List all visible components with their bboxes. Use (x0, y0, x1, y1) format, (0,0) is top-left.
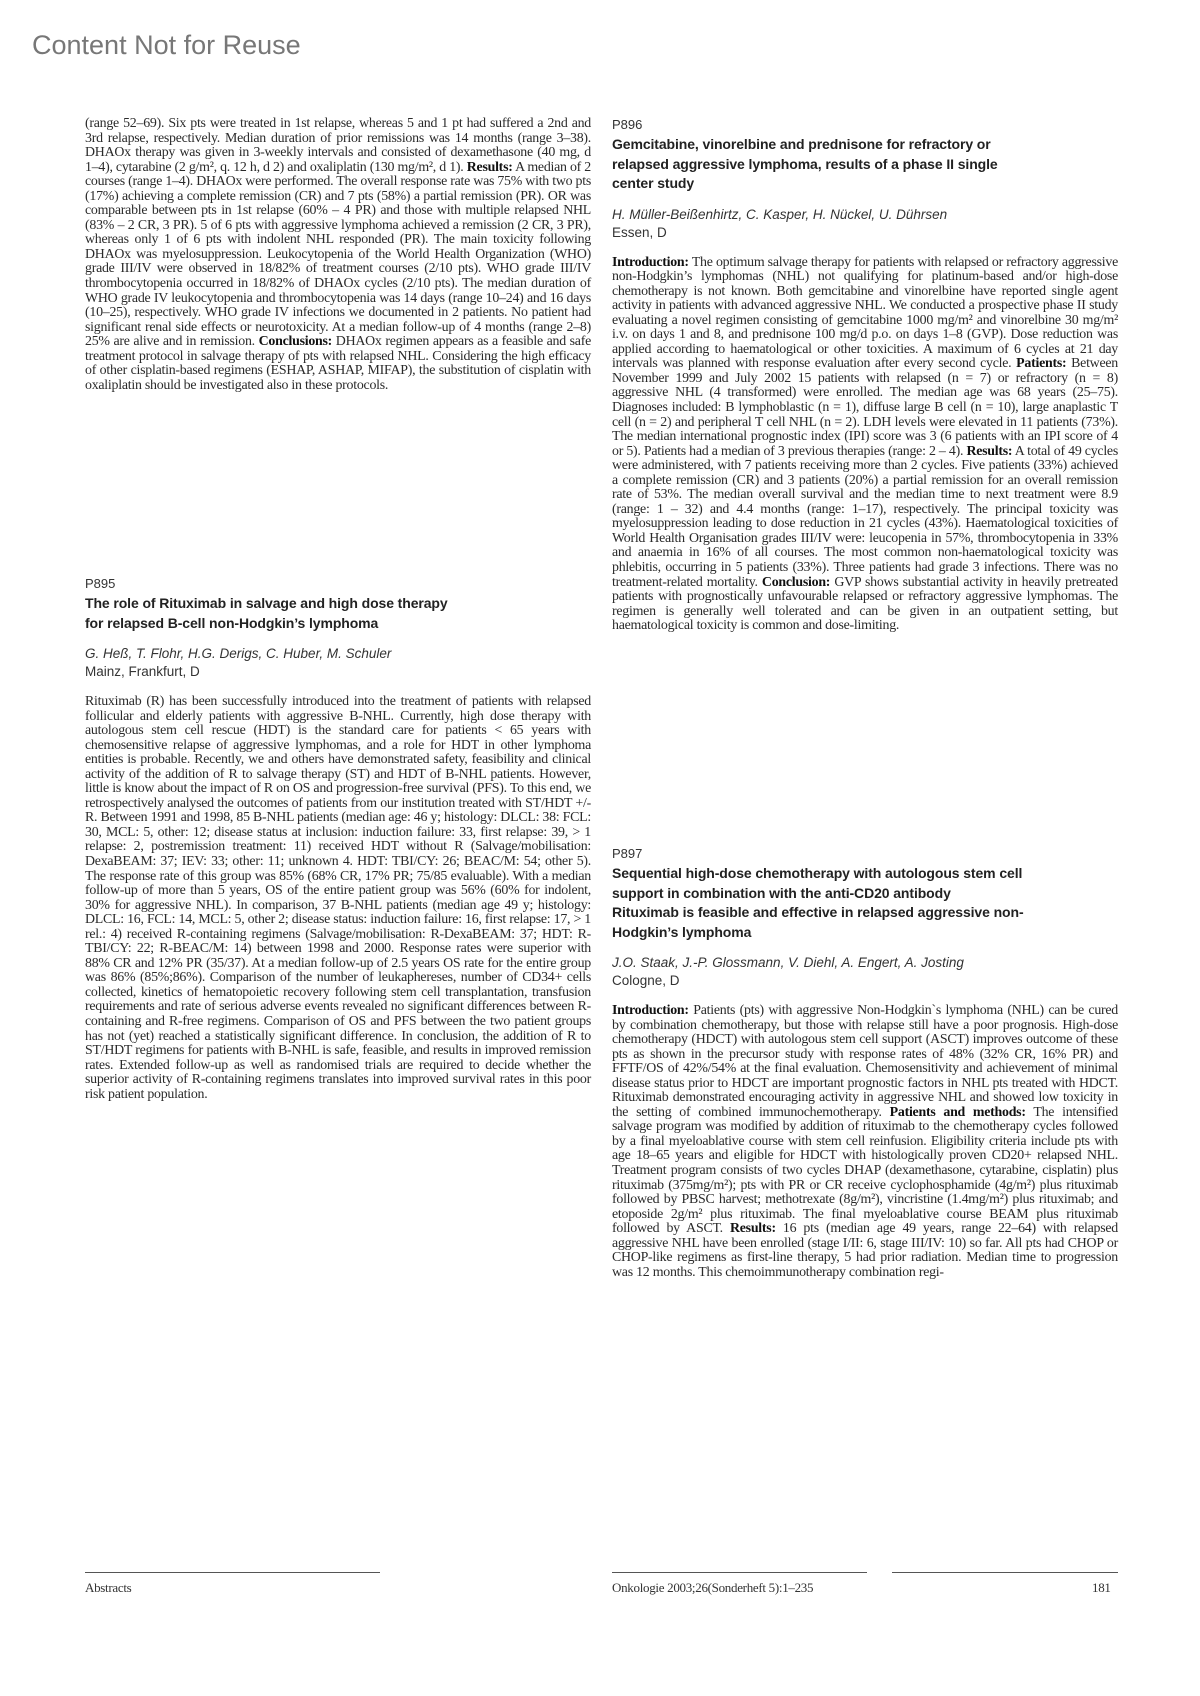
title-line: Sequential high-dose chemotherapy with autologous stem cell (612, 865, 1023, 881)
abstract-title (612, 135, 1118, 194)
abstract-body (85, 695, 591, 1102)
abstract-p896 (612, 117, 1118, 634)
abstract-id: P897 (612, 846, 643, 861)
title-line: Gemcitabine, vinorelbine and prednisone for refractory or (612, 136, 991, 152)
body-text: The intensified salvage program was modified by addition of rituximab to the chemotherapy cycles followed by a final myeloablative course with stem cell reinfusion. Eligibility criteria include pts with age 18–65 years and eligible for HDCT with histologically proven CD20+ relapsed NHL. Treatment program consists of two cycles DHAP (dexamethasone, cytarabine, cisplatin) plus rituximab (375mg/m²); pts with PR or CR receive cyclophosphamide (4g/m²) plus rituximab followed by PBSC harvest; methotrexate (8g/m²), vincristine (1.4mg/m²) plus rituximab; and etoposide 2g/m² plus rituximab. The final myeloablative course BEAM plus rituximab followed by ASCT. (612, 1104, 1118, 1237)
body-text: Between November 1999 and July 2002 15 patients with relapsed (n = 7) or refractory (n = 8) aggressive NHL (4 transformed) were enrolled. The median age was 68 years (25–75). Diagnoses included: B lymphoblastic (n = 1), diffuse large B cell (n = 10), large anaplastic T cell (n = 2) and peripheral T cell NHL (n = 2). LDH levels were elevated in 11 patients (73%). The median international prognostic index (IPI) score was 3 (6 patients with an IPI score of 4 or 5). Patients had a median of 3 previous therapies (range: 2 – 4). (612, 356, 1118, 459)
body-text: (range 52–69). Six pts were treated in 1st relapse, whereas 5 and 1 pt had suffered a 2nd and 3rd relapse, respectively. Median duration of prior remissions was 14 months (range 3–38). DHAOx therapy was given in 3-weekly intervals and consisted of dexamethasone (40 mg, d 1–4), cytarabine (2 g/m², q. 12 h, d 2) and oxaliplatin (130 mg/m², d 1). (85, 116, 591, 175)
section-label: Results: (466, 159, 513, 175)
abstract-title (85, 594, 591, 633)
section-label: Patients and methods: (889, 1104, 1026, 1120)
abstract-body (612, 1004, 1118, 1280)
watermark: Content Not for Reuse (32, 30, 301, 60)
footer-section: Abstracts (85, 1580, 132, 1595)
abstract-affiliation: Mainz, Frankfurt, D (85, 664, 200, 679)
page-number: 181 (1092, 1580, 1111, 1595)
footer-rule (892, 1572, 1118, 1573)
body-text: Patients (pts) with aggressive Non-Hodgkin`s lymphoma (NHL) can be cured by combination chemotherapy, but those with relapse still have a poor prognosis. High-dose chemotherapy (HDCT) with autologous stem cell support (ASCT) improves outcome of these pts as shown in the precursor study with response rates of 48% (32% CR, 16% PR) and FFTF/OS of 42%/54% at the final evaluation. Chemosensitivity and achievement of minimal disease status prior to HDCT are important prognostic factors in NHL pts treated with HDCT. Rituximab demonstrated encouraging activity in aggressive NHL and showed low toxicity in the setting of combined immunochemotherapy. (612, 1003, 1118, 1120)
abstract-id: P895 (85, 576, 116, 591)
abstract-paragraph (612, 256, 1118, 634)
title-line: relapsed aggressive lymphoma, results of a phase II single (612, 155, 998, 172)
abstract-title (612, 864, 1118, 942)
body-text: The optimum salvage therapy for patients with relapsed or refractory aggressive non-Hodgkin’s lymphomas (NHL) not qualifying for platinum-based and/or high-dose chemotherapy is not known. Both gemcitabine and vinorelbine have reported single agent activity in patients with advanced aggressive NHL. We conducted a prospective phase II study evaluating a novel regimen consisting of gemcitabine 1000 mg/m² and vinorelbine 30 mg/m² i.v. on days 1 and 8, and prednisone 100 mg/d p.o. on days 1–8 (GVP). Dose reduction was applied according to haematological or other toxicities. A maximum of 6 cycles at 21 day intervals was planned with response evaluation after every second cycle. (612, 254, 1118, 372)
abstract-p895 (85, 576, 591, 1102)
abstract-authors: G. Heß, T. Flohr, H.G. Derigs, C. Huber, M. Schuler (85, 646, 392, 661)
section-label: Patients: (1016, 356, 1067, 372)
abstract-paragraph (85, 695, 591, 1102)
title-line: support in combination with the anti-CD20 antibody (612, 884, 951, 901)
continuation-abstract (85, 117, 591, 393)
body-text: Rituximab (R) has been successfully introduced into the treatment of patients with relapsed follicular and elderly patients with aggressive B-NHL. Currently, high dose therapy with autologous stem cell rescue (HDT) is the standard care for patients < 65 years with chemosensitive relapse of aggressive lymphomas, and a role for HDT in other lymphoma entities is probable. Recently, we and others have demonstrated safety, feasibility and clinical activity of the addition of R to salvage therapy (ST) and HDT of B-NHL patients. However, little is know about the impact of R on OS and progression-free survival (PFS). To this end, we retrospectively analysed the outcomes of patients from our institution treated with ST/HDT +/- R. Between 1991 and 1998, 85 B-NHL patients (median age: 46 y; histology: DLCL: 38: FCL: 30, MCL: 5, other: 12; disease status at inclusion: induction failure: 33, first relapse: 39, > 1 relapse: 2, postremission treatment: 11) received HDT without R (Salvage/mobilisation: DexaBEAM: 37; IEV: 33; other: 11; unknown 4. HDT: TBI/CY: 26; BEAC/M: 54; other 5). The response rate of this group was 85% (68% CR, 17% PR; 75/85 evaluable). With a median follow-up of more than 5 years, OS of the entire patient group was 56% (60% for indolent, 30% for aggressive NHL). In comparison, 37 B-NHL patients (median age 49 y; histology: DLCL: 16, FCL: 14, MCL: 5, other 2; disease status: induction failure: 16, first relapse: 17, > 1 rel.: 4) received R-containing regimens (Salvage/mobilisation: R-DexaBEAM: 37; HDT: R-TBI/CY: 22; R-BEAC/M: 14) between 1998 and 2000. Response rates were superior with 88% CR and 12% PR (35/37). At a median follow-up of 2.5 years OS rate for the entire group was 86% (85%;86%). Comparison of the number of leukaphereses, number of CD34+ cells collected, kinetics of hematopoietic recovery following stem cell transplantation, transfusion requirements and rate of serious adverse events revealed no significant differences between R-containing and R-free regimens. Comparison of OS and PFS between the two patient groups has not (yet) reached a statistically significant difference. In conclusion, the addition of R to ST/HDT regimens for patients with B-NHL is safe, feasible, and results in improved remission rates. Extended follow-up as well as randomised trials are required to decide whether the superior activity of R-containing regimens translates into improved survival rates in this poor risk patient population. (85, 694, 591, 1102)
body-text: A median of 2 courses (range 1–4). DHAOx were performed. The overall response rate was 75% with two pts (17%) achieving a complete remission (CR) and 7 pts (58%) a partial remission (PR). OR was comparable between pts in 1st relapse (60% – 4 PR) and those with multiple relapsed NHL (83% – 2 CR, 3 PR). 5 of 6 pts with aggressive lymphoma achieved a remission (2 CR, 3 PR), whereas only 1 of 6 pts with indolent NHL responded (PR). The main toxicity following DHAOx was myelosuppression. Leukocytopenia of the World Health Organization (WHO) grade III/IV were observed in 18/82% of treatment courses (2/10 pts). WHO grade III/IV thrombocytopenia occurred in 18/82% of DHAOx cycles (2/10 pts). The median duration of WHO grade IV leukocytopenia and thrombocytopenia was 14 days (range 10–24) and 16 days (10–25), respectively. WHO grade IV infections we documented in 2 patients. No patient had significant renal side effects or neurotoxicity. At a median follow-up of 4 months (range 2–8) 25% are alive and in remission. (85, 159, 591, 350)
abstract-paragraph (85, 117, 591, 393)
section-label: Conclusion: (761, 574, 831, 590)
body-text: DHAOx regimen appears as a feasible and safe treatment protocol in salvage therapy of pts with relapsed NHL. Considering the high efficacy of other cisplatin-based regimens (ESHAP, ASHAP, MIFAP), the substitution of cisplatin with oxaliplatin should be investigated also in these protocols. (85, 334, 591, 393)
footer-journal: Onkologie 2003;26(Sonderheft 5):1–235 (612, 1580, 814, 1595)
abstract-id: P896 (612, 117, 643, 132)
abstract-body (85, 117, 591, 393)
footer-rule (85, 1572, 380, 1573)
title-line: The role of Rituximab in salvage and high dose therapy (85, 595, 448, 611)
body-text: GVP shows substantial activity in heavily pretreated patients with prognostically unfavourable relapsed or refractory aggressive lymphomas. The regimen is generally well tolerated and can be given in an outpatient setting, but haematological toxicity is common and dose-limiting. (612, 574, 1118, 634)
abstract-p897 (612, 846, 1118, 1280)
title-line: Rituximab is feasible and effective in relapsed aggressive non- (612, 904, 1024, 920)
section-label: Results: (729, 1221, 776, 1237)
section-label: Introduction: (612, 254, 689, 270)
section-label: Results: (966, 443, 1013, 459)
abstract-authors: H. Müller-Beißenhirtz, C. Kasper, H. Nückel, U. Dührsen (612, 206, 948, 222)
body-text: A total of 49 cycles were administered, with 7 patients receiving more than 2 cycles. Five patients (33%) achieved a complete remission (CR) and 3 patients (20%) a partial remission for an overall remission rate of 53%. The median overall survival and the median time to next treatment were 8.9 (range: 1 – 32) and 4.4 months (range: 1–17), respectively. The principal toxicity was myelosuppression leading to dose reduction in 21 cycles (43%). Haematological toxicities of World Health Organisation grades III/IV were: leucopenia in 57%, thrombocytopenia in 33% and anaemia in 16% of all courses. The most common non-haematological toxicity was phlebitis, occurring in 5 patients (33%). Three patients had grade 3 infections. There was no treatment-related mortality. (612, 443, 1118, 590)
abstract-affiliation: Essen, D (612, 224, 667, 240)
title-line: Hodgkin’s lymphoma (612, 923, 752, 940)
title-line: for relapsed B-cell non-Hodgkin’s lymphoma (85, 614, 379, 631)
abstract-paragraph (612, 1004, 1118, 1280)
abstract-authors: J.O. Staak, J.-P. Glossmann, V. Diehl, A. Engert, A. Josting (612, 955, 964, 970)
title-line: center study (612, 175, 695, 191)
body-text: 16 pts (median age 49 years, range 22–64) with relapsed aggressive NHL have been enrolled (stage I/II: 6, stage III/IV: 10) so far. All pts had CHOP or CHOP-like regimens as first-line therapy, 5 had prior radiation. Median time to progression was 12 months. This chemoimmunotherapy combination regi- (612, 1221, 1118, 1280)
section-label: Introduction: (612, 1003, 689, 1018)
abstract-affiliation: Cologne, D (612, 973, 680, 988)
abstract-body (612, 256, 1118, 634)
footer-rule (612, 1572, 867, 1573)
section-label: Conclusions: (258, 334, 333, 350)
